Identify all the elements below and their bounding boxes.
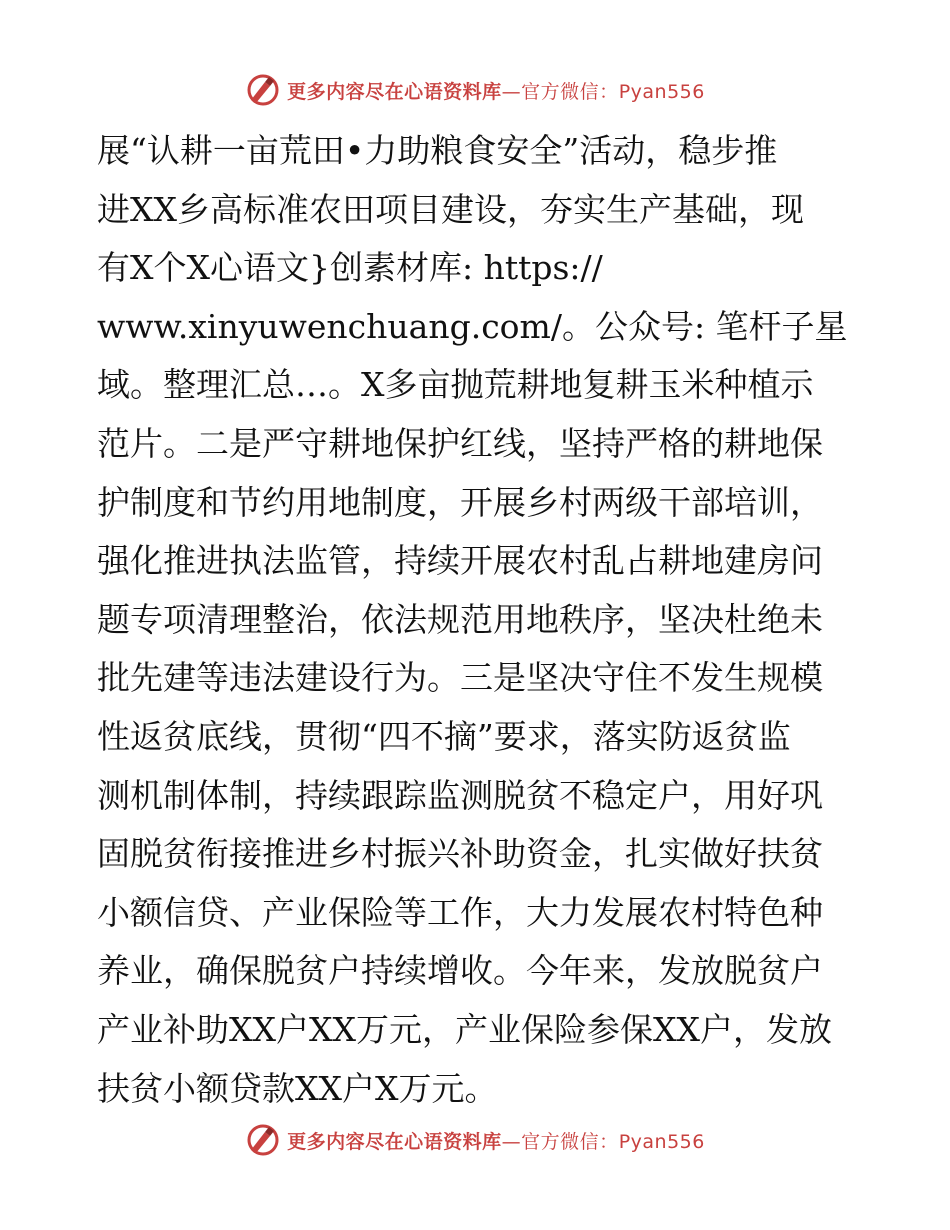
body-line: 有X个X心语文}创素材库: https://	[97, 248, 603, 288]
body-line: 护制度和节约用地制度，开展乡村两级干部培训，	[97, 482, 823, 522]
body-line: 范片。二是严守耕地保护红线，坚持严格的耕地保	[97, 423, 823, 463]
banner-separator: —	[501, 80, 522, 103]
banner-separator: —	[501, 1130, 522, 1153]
banner-brand: 更多内容尽在心语资料库	[287, 80, 502, 103]
body-line: 测机制体制，持续跟踪监测脱贫不稳定户，用好巩	[97, 775, 823, 815]
body-line: 养业，确保脱贫户持续增收。今年来，发放脱贫户	[97, 951, 823, 991]
body-line: 题专项清理整治，依法规范用地秩序，坚决杜绝未	[97, 599, 823, 639]
body-line: 批先建等违法建设行为。三是坚决守住不发生规模	[97, 658, 823, 698]
banner-contact-label: 官方微信：	[521, 1130, 619, 1153]
body-line: 固脱贫衔接推进乡村振兴补助资金，扎实做好扶贫	[97, 834, 823, 874]
footer-banner	[0, 1120, 950, 1160]
body-line: 扶贫小额贷款XX户X万元。	[97, 1068, 498, 1108]
banner-wechat-id: Pyan556	[618, 1130, 705, 1153]
banner-brand: 更多内容尽在心语资料库	[287, 1130, 502, 1153]
body-line: www.xinyuwenchuang.com/。公众号: 笔杆子星	[97, 306, 848, 346]
banner-contact-label: 官方微信：	[521, 80, 619, 103]
header-banner	[0, 70, 950, 110]
pen-logo-icon	[245, 1122, 281, 1158]
banner-wechat-id: Pyan556	[618, 80, 705, 103]
banner-text	[287, 77, 705, 104]
banner-text	[287, 1127, 705, 1154]
document-body	[97, 122, 857, 1118]
body-line: 展“认耕一亩荒田•力助粮食安全”活动，稳步推	[97, 131, 778, 170]
body-line: 域。整理汇总…。X多亩抛荒耕地复耕玉米种植示	[97, 365, 814, 405]
body-line: 进XX乡高标准农田项目建设，夯实生产基础，现	[97, 189, 804, 229]
body-line: 性返贫底线，贯彻“四不摘”要求，落实防返贫监	[97, 716, 791, 756]
pen-logo-icon	[245, 72, 281, 108]
body-line: 强化推进执法监管，持续开展农村乱占耕地建房问	[97, 541, 823, 581]
body-line: 小额信贷、产业保险等工作，大力发展农村特色种	[97, 892, 823, 932]
body-line: 产业补助XX户XX万元，产业保险参保XX户，发放	[97, 1009, 832, 1049]
